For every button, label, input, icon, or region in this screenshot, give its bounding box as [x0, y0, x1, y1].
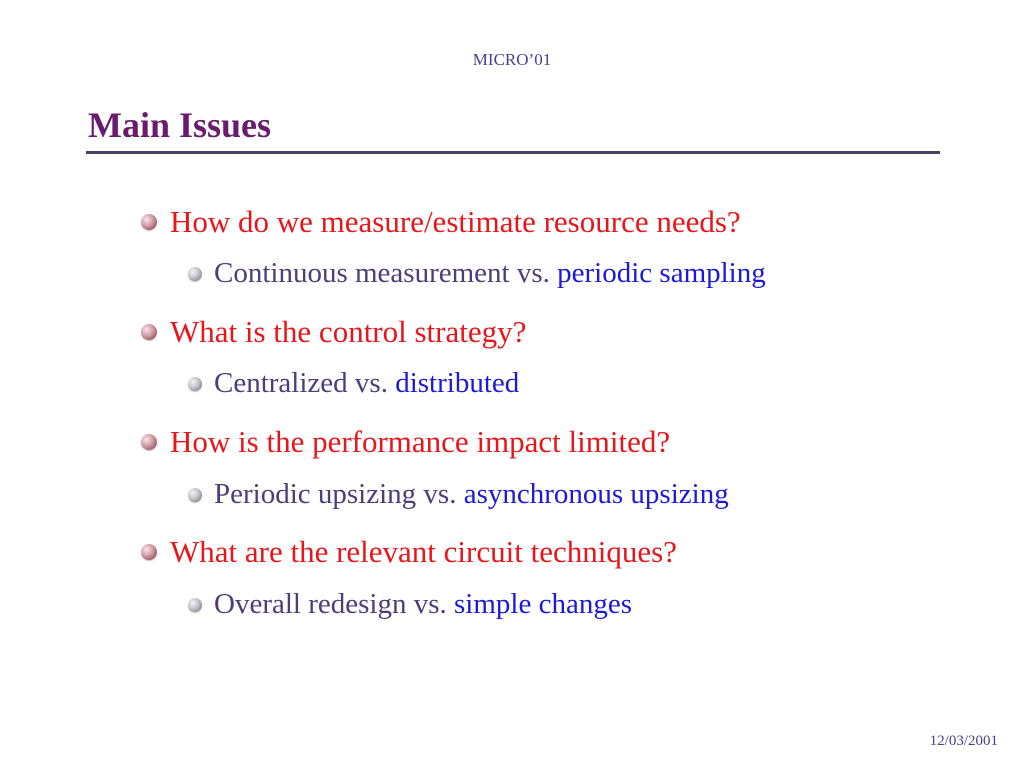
answer-prefix: Overall redesign vs.: [214, 588, 454, 620]
answer-highlight: asynchronous upsizing: [463, 478, 729, 510]
answer-highlight: simple changes: [454, 588, 632, 620]
answer-highlight: distributed: [395, 367, 520, 399]
bullet-answer-4: [188, 588, 632, 621]
slide-header: MICRO’01: [472, 50, 552, 69]
bullet-ball-icon: [141, 434, 157, 450]
sub-bullet-ball-icon: [188, 377, 202, 391]
sub-bullet-ball-icon: [188, 488, 202, 502]
title-divider: [86, 151, 940, 154]
bullet-question-1: [141, 204, 741, 240]
bullet-question-3: [141, 424, 670, 460]
bullet-ball-icon: [141, 214, 157, 230]
answer-prefix: Periodic upsizing vs.: [214, 478, 464, 510]
question-text: How is the performance impact limited?: [170, 424, 671, 459]
sub-bullet-ball-icon: [188, 267, 202, 281]
question-text: How do we measure/estimate resource needs?: [170, 204, 741, 239]
question-text: What is the control strategy?: [170, 314, 527, 349]
answer-highlight: periodic sampling: [557, 257, 766, 289]
bullet-ball-icon: [141, 324, 157, 340]
bullet-answer-3: [188, 478, 729, 511]
bullet-question-2: [141, 314, 526, 350]
answer-prefix: Continuous measurement vs.: [214, 257, 558, 289]
bullet-question-4: [141, 534, 677, 570]
slide-title: Main Issues: [88, 105, 272, 145]
question-text: What are the relevant circuit techniques?: [170, 534, 677, 569]
bullet-answer-2: [188, 367, 519, 400]
bullet-ball-icon: [141, 544, 157, 560]
sub-bullet-ball-icon: [188, 598, 202, 612]
bullet-answer-1: [188, 257, 766, 290]
answer-prefix: Centralized vs.: [214, 367, 396, 399]
slide-date: 12/03/2001: [929, 733, 998, 749]
